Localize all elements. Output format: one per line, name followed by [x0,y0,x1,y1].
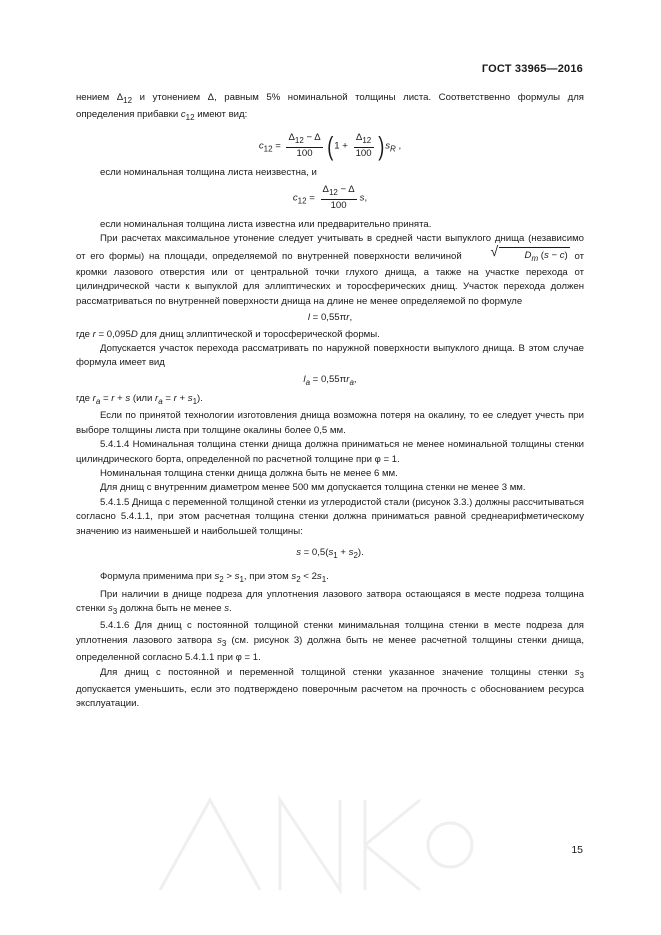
paragraph: При наличии в днище подреза для уплотнения лазового затвора остающаяся в месте подреза толщина стенки $s_3$ должна быть не менее s. [76,588,584,617]
paragraph: где r = 0,095D для днищ эллиптической и торосферической формы. [76,328,380,340]
formula-la: $l_a = 0,55\pi r_a$, [303,373,357,387]
doc-code: ГОСТ 33965—2016 [481,63,583,75]
paragraph: нением $\Delta_{12}$ и утонением Δ, равным 5% номинальной толщины листа. Соответственно формулы для определения прибавки $c_{12}$ имеют вид: [76,92,585,123]
document-body [76,91,584,712]
paragraph: где $r_a = r + s$ (или $r_a = r + s_1$). [76,393,203,407]
paragraph: если номинальная толщина листа известна или предварительно принята. [100,218,432,230]
paragraph: 5.4.1.5 Днища с переменной толщиной стенки из углеродистой стали (рисунок 3.3.) должны рассчитываться согласно 5.4.1.1, при этом расчетная толщина стенки должна приниматься равной среднеарифметическому значению из наименьшей и наибольшей толщины: [76,496,584,537]
paragraph: 5.4.1.6 Для днищ с постоянной толщиной стенки минимальная толщина стенки в месте подреза для уплотнения лазового затвора $s_3$ (см. рисунок 3) должна быть не менее расчетной толщины стенки днища, определенной согласно 5.4.1.1 при φ = 1. [76,620,584,664]
page-number: 15 [571,844,583,856]
formula-s-average: $s = 0,5(s_1 + s_2)$. [296,547,364,560]
watermark-graphic [150,780,480,910]
formula-c12-known: $c_{12}$ = $\frac{\Delta_{12} - \Delta}{100}$ s, [292,183,368,211]
paragraph: Допускается участок перехода рассматривать по наружной поверхности выпуклого днища. В этом случае формула имеет вид [76,343,584,369]
paragraph: Если по принятой технологии изготовления днища возможна потеря на окалину, то ее следует учесть при выборе толщины листа при толщине окалины более 0,5 мм. [76,410,584,436]
formula-l: l = 0,55πr, [307,312,353,324]
paragraph: 5.4.1.4 Номинальная толщина стенки днища должна приниматься не менее номинальной толщины стенки цилиндрического борта, определенной по расчетной толщине при φ = 1. [76,439,584,465]
sqrt-expression: √ $D_m$ (s − c) [467,247,570,266]
paragraph: Для днищ с внутренним диаметром менее 500 мм допускается толщина стенки не менее 3 мм. [100,482,526,494]
paragraph: Для днищ с постоянной и переменной толщиной стенки указанное значение толщины стенки $s_3$ допускается уменьшить, если это подтверждено поверочным расчетом на прочность с обоснованием ресурса эксплуатации. [76,666,584,710]
paragraph: При расчетах максимальное утонение следует учитывать в средней части выпуклого днища (независимо от его формы) на площади, определяемой по внутренней поверхности величиной √ $D_m$ (s − c) от кромки лазового отверстия или от центральной точки глухого днища, а также на участке перехода от цилиндрической части к выпуклой для эллиптических и торосферических днищ. Участок перехода должен рассматриваться по внутренней поверхности днища на длине не менее определяемой по формуле [76,233,584,307]
paragraph: Формула применима при $s_2 > s_1$, при этом $s_2 < 2s_1$. [100,571,329,585]
doc-header [482,63,583,75]
paragraph: Номинальная толщина стенки днища должна быть не менее 6 мм. [100,468,398,480]
paragraph: если номинальная толщина листа неизвестна, и [100,166,317,178]
formula-c12-unknown: $c_{12}$ = $\frac{\Delta_{12} - \Delta}{100}$ (1 + $\frac{\Delta_{12}}{100}$ )$s_R$ , [258,130,402,161]
